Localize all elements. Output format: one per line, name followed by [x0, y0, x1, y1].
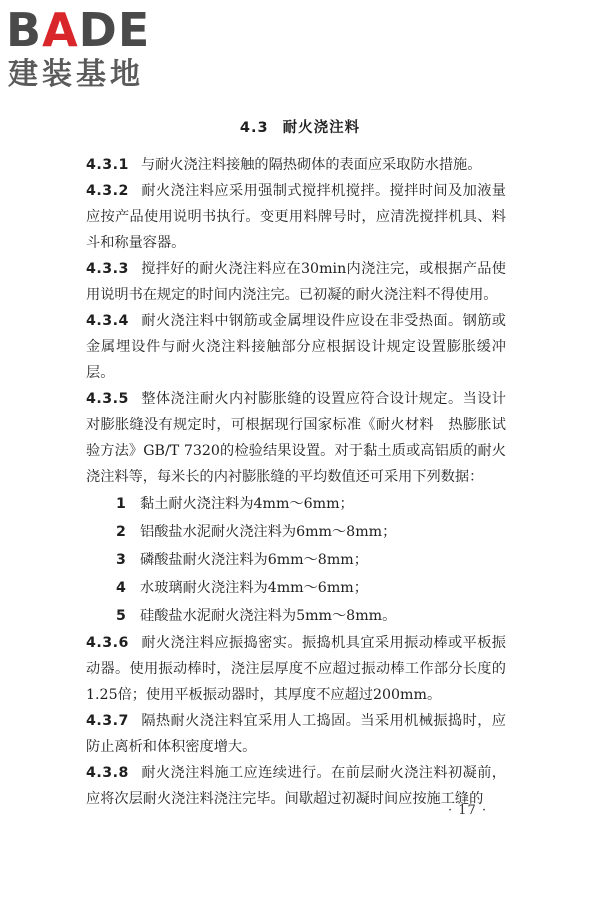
document-body [86, 152, 506, 812]
clause: 4.3.4 耐火浇注料中钢筋或金属埋设件应设在非受热面。钢筋或金属埋设件与耐火浇注料接触部分应根据设计规定设置膨胀缓冲层。 [86, 313, 506, 381]
clause: 4.3.3 搅拌好的耐火浇注料应在30min内浇注完，或根据产品使用说明书在规定的时间内浇注完。已初凝的耐火浇注料不得使用。 [86, 261, 506, 303]
clause: 4.3.6 耐火浇注料应振捣密实。振捣机具宜采用振动棒或平板振动器。使用振动棒时，浇注层厚度不应超过振动棒工作部分长度的1.25倍；使用平板振动器时，其厚度不应超过200mm。 [86, 635, 506, 703]
section-heading [0, 116, 600, 137]
clause: 4.3.7 隔热耐火浇注料宜采用人工捣固。当采用机械振捣时，应防止离析和体积密度增大。 [86, 713, 506, 755]
list-item: 2 铝酸盐水泥耐火浇注料为6mm～8mm； [116, 524, 397, 540]
clause: 4.3.8 耐火浇注料施工应连续进行。在前层耐火浇注料初凝前，应将次层耐火浇注料浇注完毕。间歇超过初凝时间应按施工缝的 [86, 765, 506, 807]
bade-logo [6, 4, 181, 94]
logo-wordmark: BADE [6, 3, 151, 57]
clause: 4.3.2 耐火浇注料应采用强制式搅拌机搅拌。搅拌时间及加液量应按产品使用说明书执行。变更用料牌号时，应清洗搅拌机具、料斗和称量容器。 [86, 183, 506, 251]
page-number: · 17 · [448, 803, 488, 818]
list-item: 1 黏土耐火浇注料为4mm～6mm； [116, 496, 354, 512]
clause: 4.3.5 整体浇注耐火内衬膨胀缝的设置应符合设计规定。当设计对膨胀缝没有规定时，可根据现行国家标准《耐火材料 热膨胀试验方法》GB/T 7320的检验结果设置。对于黏土质或高铝质的耐火浇注料等，每米长的内衬膨胀缝的平均数值还可采用下列数据： [86, 391, 506, 485]
logo-subtitle: 建装基地 [8, 57, 144, 92]
list-item: 3 磷酸盐耐火浇注料为6mm～8mm； [116, 552, 368, 568]
section-number: 4.3 [239, 120, 269, 136]
list-item: 5 硅酸盐水泥耐火浇注料为5mm～8mm。 [116, 608, 397, 624]
list-item: 4 水玻璃耐火浇注料为4mm～6mm； [116, 580, 368, 596]
section-title-text: 耐火浇注料 [282, 120, 361, 136]
clause: 4.3.1 与耐火浇注料接触的隔热砌体的表面应采取防水措施。 [86, 157, 482, 173]
